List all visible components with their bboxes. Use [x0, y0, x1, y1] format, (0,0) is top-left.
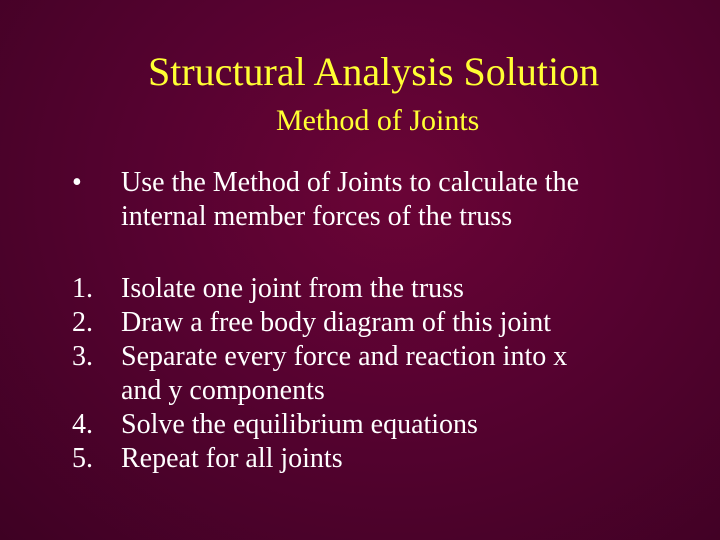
step-text — [121, 408, 651, 442]
bullet-item — [0, 166, 720, 234]
bullet-text-line: internal member forces of the truss — [121, 201, 513, 232]
step-item — [0, 306, 720, 340]
step-item — [0, 408, 720, 442]
step-text — [121, 340, 651, 408]
bullet-text-line: Use the Method of Joints to calculate the — [121, 167, 579, 198]
slide-subtitle: Method of Joints — [276, 104, 480, 137]
step-text-line: Separate every force and reaction into x — [121, 341, 568, 372]
bullet-list — [0, 166, 720, 234]
bullet-text — [121, 166, 681, 234]
step-text-line: Draw a free body diagram of this joint — [121, 307, 551, 338]
step-item — [0, 340, 720, 408]
step-number: 4. — [72, 409, 93, 440]
step-text-line: Isolate one joint from the truss — [121, 273, 464, 304]
step-text — [121, 306, 651, 340]
step-item — [0, 272, 720, 306]
slide-title: Structural Analysis Solution — [148, 49, 600, 94]
step-item — [0, 442, 720, 476]
step-text-line: Repeat for all joints — [121, 443, 343, 474]
step-number: 2. — [72, 307, 93, 338]
step-text-line: and y components — [121, 375, 325, 406]
step-number: 5. — [72, 443, 93, 474]
step-number: 1. — [72, 273, 93, 304]
step-text-line: Solve the equilibrium equations — [121, 409, 478, 440]
step-number: 3. — [72, 341, 93, 372]
step-text — [121, 272, 651, 306]
bullet-mark: • — [72, 167, 82, 198]
step-text — [121, 442, 651, 476]
numbered-steps-list — [0, 272, 720, 476]
